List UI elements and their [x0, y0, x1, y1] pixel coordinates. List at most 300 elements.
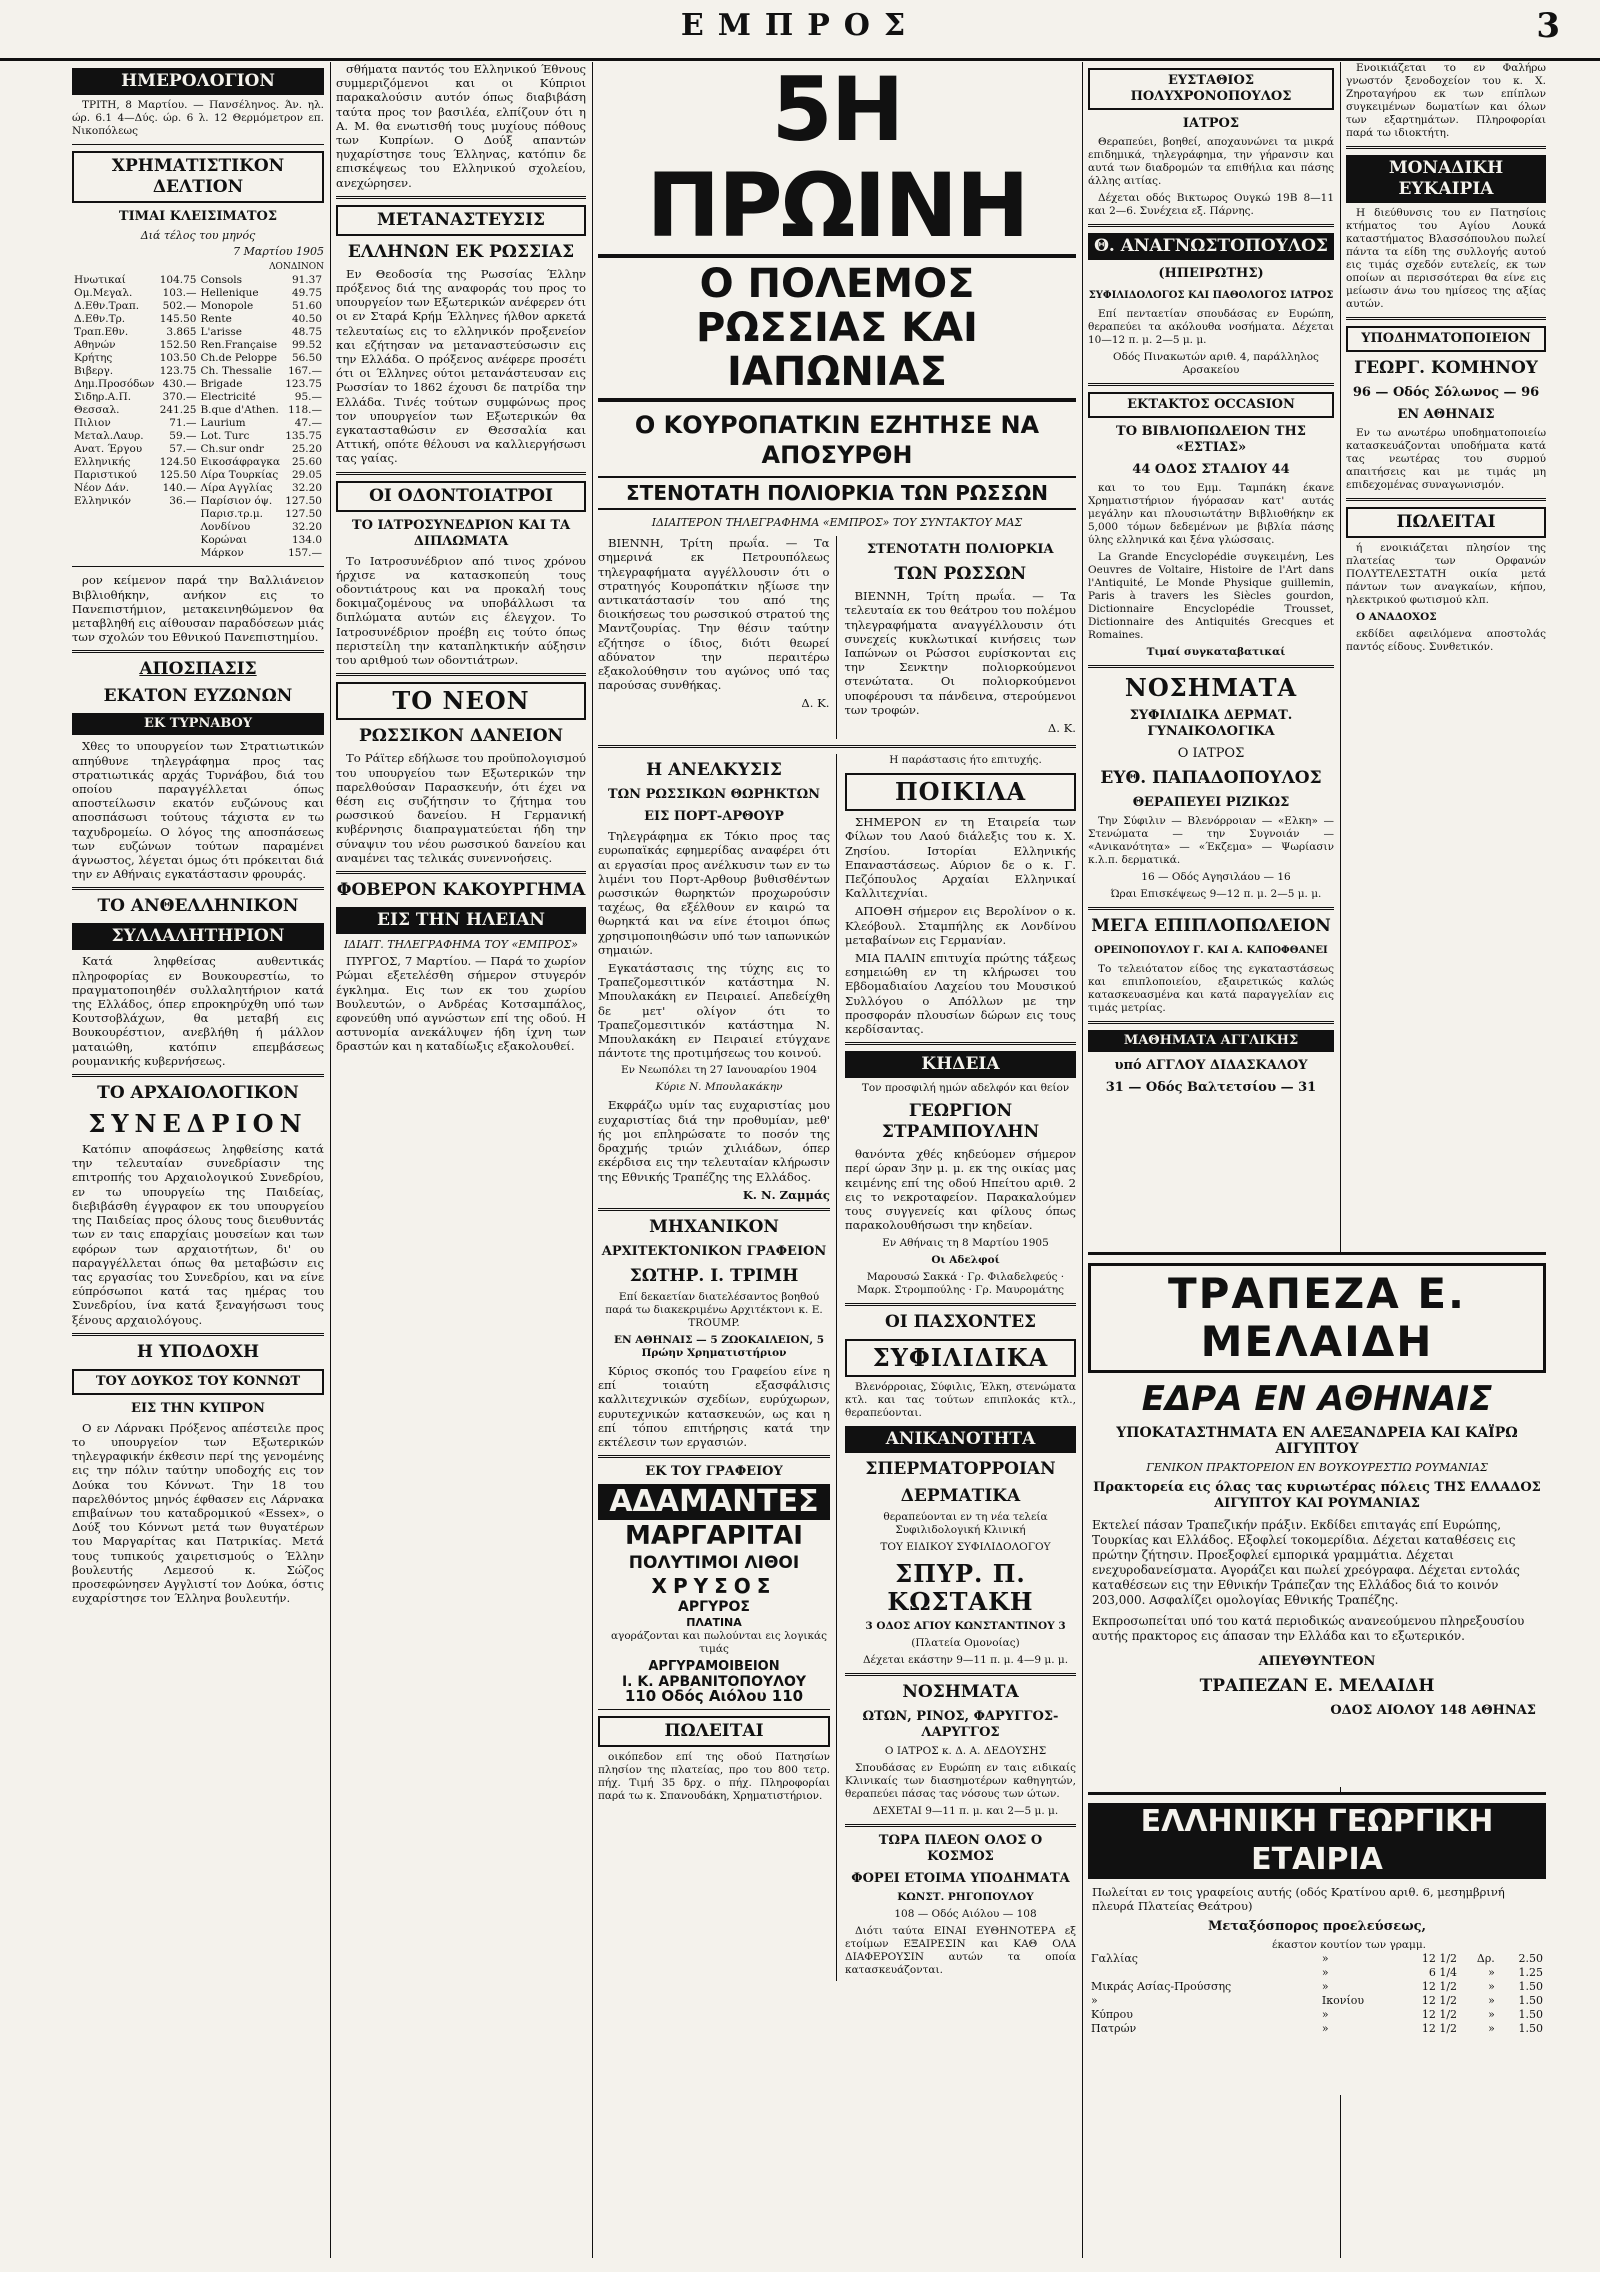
- ad-text: Διότι ταύτα ΕΙΝΑΙ ΕΥΘΗΝΟΤΕΡΑ εξ ετοίμων ΕΞΑΙΡΕΣΙΝ και ΚΑΘ ΟΛΑ ΔΙΑΦΕΡΟΥΣΙΝ αυτών τα οποία κατασκευάζονται.: [845, 1924, 1076, 1976]
- ad-heading: ΣΩΤΗΡ. Ι. ΤΡΙΜΗ: [629, 1265, 799, 1286]
- table-cell: Νέον Δάν.: [74, 482, 130, 495]
- letter-date: Εν Νεωπόλει τη 27 Ιανουαρίου 1904: [621, 1064, 817, 1077]
- ad-address: ΕΝ ΑΘΗΝΑΙΣ — 5 ΖΩΟΚΑΙΛΕΙΟΝ, 5 Πρώην Χρηματιστήριον: [613, 1333, 825, 1359]
- table-row: [72, 482, 324, 495]
- table-cell: Ελληνικής: [74, 456, 131, 469]
- page-number: 3: [1536, 6, 1560, 46]
- table-cell: Λίρα Αγγλίας: [200, 482, 273, 495]
- table-row: [72, 456, 324, 469]
- table-cell: 25.60: [291, 456, 322, 469]
- ad-owner: Ι. Κ. ΑΡΒΑΝΙΤΟΠΟΥΛΟΥ: [621, 1673, 807, 1690]
- ad-text: οικόπεδον επί της οδού Πατησίων πλησίον της πλατείας, προ του 800 τετρ. πήχ. Τιμή 35 δρχ. ο πήχ. Πληροφορίαι παρά τω κ. Σπανουδάκη, Χρηματιστήριον.: [598, 1750, 830, 1802]
- column-2: [336, 62, 586, 2258]
- table-cell: 123.75: [159, 365, 197, 378]
- funeral-signature: Οι Αδελφοί: [931, 1253, 1000, 1266]
- table-cell: Δημ.Προσόδων: [74, 378, 155, 391]
- ad-address: 108 — Οδός Αιόλου — 108: [894, 1907, 1037, 1920]
- table-cell: Ren.Française: [200, 339, 278, 352]
- table-cell: 51.60: [291, 300, 322, 313]
- newspaper-title: ΕΜΠΡΟΣ: [680, 8, 920, 43]
- table-cell: [72, 508, 157, 521]
- article-heading: ΕΙΣ ΤΗΝ ΗΛΕΙΑΝ: [336, 907, 586, 934]
- ad-text: αγοράζονται και πωλούνται εις λογικάς τιμάς: [610, 1630, 828, 1656]
- table-cell: Κρήτης: [74, 352, 113, 365]
- table-cell: Πιλιον: [74, 417, 111, 430]
- article-text: ΜΙΑ ΠΑΛΙΝ επιτυχία πρώτης τάξεως εσημειώθη εν τη κλήρωσει του Εβδομαδιαίου Λαχείου του Μουσικού Συλλόγου ο Απόλλων με την προσφοράν πλουσίων δώρων εις τους κερδίσαντας.: [845, 951, 1076, 1037]
- ad-address: 96 — Οδός Σόλωνος — 96: [1352, 385, 1540, 400]
- article-text: Η παράστασις ήτο επιτυχής.: [889, 754, 1042, 767]
- table-row: [1088, 1966, 1546, 1980]
- bank-title: ΤΡΑΠΕΖΑ Ε. ΜΕΛΑΙΔΗ: [1088, 1263, 1546, 1373]
- table-cell: Hellenique: [200, 287, 259, 300]
- ad-heading: ΝΟΣΗΜΑΤΑ: [1124, 673, 1298, 702]
- ad-text: Κύριος σκοπός του Γραφείου είνε η επί τοιαύτη εξασφάλισις καλλιτεχνικών σχεδίων, ευρύχωρων, ευρυτεχνικών κατασκευών, ως και η επί τόπου επιτήρησις κατά την εκτέλεσιν των εργασιών.: [598, 1363, 830, 1449]
- table-row: [72, 313, 324, 326]
- market-city-london: ΛΟΝΔΙΝΟΝ: [269, 262, 324, 273]
- bank-outro: Εκπροσωπείται υπό του κατά περιοδικώς ανανεούμενου πληρεξουσίου αυτής πρακτορος εις άπασαν την Ελλάδα και το εξωτερικόν.: [1092, 1614, 1525, 1643]
- ad-text: Εν τω ανωτέρω υποδηματοποιείω κατασκευάζονται υποδήματα κατά τας νεωτέρας του συρμού απαιτήσεις και με τιμάς μη επιδεχομένας συναγωνισμόν.: [1346, 427, 1546, 491]
- table-cell: 370.—: [162, 391, 197, 404]
- table-cell: 48.75: [291, 326, 322, 339]
- market-date: 7 Μαρτίου 1905: [233, 245, 324, 259]
- table-cell: Λίρα Τουρκίας: [200, 469, 279, 482]
- table-row: [72, 534, 324, 547]
- market-table: [72, 274, 324, 560]
- ad-diamonds: ΑΔΑΜΑΝΤΕΣ: [598, 1484, 830, 1520]
- ad-text: εκδίδει αφειλόμενα αποστολάς παντός είδους. Συνθετικόν.: [1346, 628, 1546, 653]
- ad-owner: ΓΕΩΡΓ. ΚΟΜΗΝΟΥ: [1354, 358, 1538, 378]
- bank-branches: ΥΠΟΚΑΤΑΣΤΗΜΑΤΑ ΕΝ ΑΛΕΞΑΝΔΡΕΙΑ ΚΑΙ ΚΑΪΡΩ ΑΙΓΥΠΤΟΥ: [1116, 1425, 1518, 1457]
- ad-shop: ΑΡΓΥΡΑΜΟΙΒΕΙΟΝ: [648, 1659, 780, 1675]
- ad-heading: ΟΙ ΠΑΣΧΟΝΤΕΣ: [884, 1311, 1037, 1332]
- table-cell: Ηνωτικαί: [74, 274, 126, 287]
- table-row: [72, 300, 324, 313]
- ad-doctor-name: Ο ΙΑΤΡΟΣ κ. Δ. Α. ΔΕΔΟΥΣΗΣ: [884, 1744, 1047, 1757]
- table-row: [72, 495, 324, 508]
- table-cell: Μεταλ.Λαυρ.: [74, 430, 144, 443]
- article-signature: Δ. Κ.: [1047, 721, 1076, 736]
- ad-heading: ΑΝΙΚΑΝΟΤΗΤΑ: [845, 1426, 1076, 1453]
- table-row: [72, 339, 324, 352]
- article-heading: ΕΛΛΗΝΩΝ ΕΚ ΡΩΣΣΙΑΣ: [347, 241, 575, 262]
- article-heading: ΤΟ ΙΑΤΡΟΣΥΝΕΔΡΙΟΝ ΚΑΙ ΤΑ ΔΙΠΛΩΜΑΤΑ: [351, 517, 571, 549]
- bank-contact: ΤΡΑΠΕΖΑΝ Ε. ΜΕΛΑΙΔΗ: [1199, 1676, 1435, 1696]
- table-cell: Brigade: [200, 378, 243, 391]
- table-cell: [72, 521, 157, 534]
- table-row: [72, 365, 324, 378]
- table-cell: 127.50: [285, 508, 322, 521]
- table-cell: Rente: [200, 313, 232, 326]
- table-cell: Μάρκον: [200, 547, 244, 560]
- article-heading: ΤΟ ΑΝΘΕΛΛΗΝΙΚΟΝ: [97, 896, 299, 917]
- ad-heading: ΜΕΓΑ ΕΠΙΠΛΟΠΩΛΕΙΟΝ: [1091, 916, 1331, 936]
- table-row: [72, 430, 324, 443]
- table-cell: »: [1321, 1980, 1329, 1993]
- table-cell: »: [1488, 1994, 1495, 2007]
- ad-hours: ΔΕΧΕΤΑΙ 9—11 π. μ. και 2—5 μ. μ.: [872, 1804, 1059, 1817]
- table-cell: Δ.Εθν.Τρ.: [74, 313, 126, 326]
- table-cell: 157.—: [288, 547, 322, 560]
- table-cell: Παριστικού: [74, 469, 137, 482]
- ad-hours: Δέχεται εκάστην 9—11 π. μ. 4—9 μ. μ.: [862, 1653, 1069, 1666]
- table-cell: Κορώναι: [200, 534, 247, 547]
- ad-address: Οδός Πινακωτών αριθ. 4, παράλληλος Αρσακείου: [1113, 351, 1319, 376]
- ad-text: Τιμαί συγκαταβατικαί: [1146, 646, 1286, 658]
- table-cell: L'arisse: [200, 326, 242, 339]
- ad-heading: (ΗΠΕΙΡΩΤΗΣ): [1158, 266, 1264, 281]
- article-heading: ΜΕΤΑΝΑΣΤΕΥΣΙΣ: [336, 205, 586, 236]
- column-rule: [1082, 62, 1083, 2258]
- article-text: Τηλεγράφημα εκ Τόκιο προς τας ευρωπαϊκάς εφημερίδας αναφέρει ότι αι εργασίαι προς ανέλκυσιν των εν τω λιμένι του Πορτ-Αρθουρ βυθισθέντων ρωσσικών θωρηκτών προχωρούσιν ταχέως, θα εξέλθουν εν καιρώ τα θωρηκτά και να είνε έτοιμοι όπως χρησιμοποιηθώσιν υπό των ιαπωνικών σημαιών.: [598, 829, 830, 957]
- table-cell: 127.50: [285, 495, 322, 508]
- ad-text: Η διεύθυνσις του εν Πατησίοις κτήματος του Αγίου Λουκά καταστήματος Βλασσόπουλου πωλεί πάντα τα είδη της συλλογής αυτού εις τιμάς σχεδόν ευτελείς, εκ των οποίων αι περισσότεραι θα είνε εις μείωσιν άνω του ημίσεος της αξίας αυτών.: [1346, 207, 1546, 310]
- table-cell: 1.50: [1518, 1980, 1543, 1993]
- table-cell: 104.75: [159, 274, 197, 287]
- ad-stones: ΠΟΛΥΤΙΜΟΙ ΛΙΘΟΙ: [628, 1553, 800, 1574]
- article-text: Εκφράζω υμίν τας ευχαριστίας μου ευχαριστίας διά την προθυμίαν, μεθ' ής μοι επληρώσατε το ποσόν της δραχμής τριών χιλιάδων, όπερ εκέρδισα εις την τελευταίαν κλήρωσιν της Εθνικής Τραπέζης της Ελλάδος.: [598, 1098, 830, 1184]
- ad-heading: ΜΟΝΑΔΙΚΗ ΕΥΚΑΙΡΙΑ: [1346, 155, 1546, 203]
- ad-owner: ΚΩΝΣΤ. ΡΗΓΟΠΟΥΛΟΥ: [897, 1890, 1034, 1903]
- table-cell: Βιβεργ.: [74, 365, 114, 378]
- ad-text: Επί πενταετίαν σπουδάσας εν Ευρώπη, θεραπεύει τα ακόλουθα νοσήματα. Δέχεται 10—12 π. μ. 2—5 μ. μ.: [1088, 308, 1334, 346]
- table-cell: [157, 534, 198, 547]
- ad-heading: Ο ΑΝΑΔΟΧΟΣ: [1356, 611, 1437, 623]
- ad-address: 44 ΟΔΟΣ ΣΤΑΔΙΟΥ 44: [1132, 462, 1290, 477]
- market-subheading-2: Διά τέλος του μηνός: [140, 229, 256, 242]
- ad-address: Δέχεται οδός Βικτωρος Ουγκώ 19Β 8—11 και 2—6. Συνέχεια εξ. Πάρνης.: [1088, 192, 1334, 217]
- table-cell: Ch.de Peloppe: [200, 352, 278, 365]
- table-cell: »: [1488, 2022, 1495, 2035]
- table-cell: 12 1/2: [1421, 2022, 1458, 2035]
- table-cell: 29.05: [291, 469, 322, 482]
- article-text: Κατά ληφθείσας αυθεντικάς πληροφορίας εν Βουκουρεστίω, το πραγματοποιηθέν συλλαλητήριον κατά της Ελλάδος, όπερ επροκηρύχθη υπό των Κουτσοβλάχων, θα μεταβή εις Βουκουρέστιον, ανεβλήθη ή μάλλον ματαιώθη, κατόπιν επεμβάσεως ρουμανικής κυβερνήσεως.: [72, 954, 324, 1068]
- table-cell: Σιδηρ.Α.Π.: [74, 391, 132, 404]
- article-text: ΑΠΟΘΗ σήμερον εις Βερολίνον ο κ. Κλεόβουλ. Σταμπήλης εκ Λονδίνου μεταβαίνων εις Γερμανίαν.: [845, 904, 1076, 947]
- article-heading: ΕΚΑΤΟΝ ΕΥΖΩΝΩΝ: [103, 686, 293, 707]
- table-cell: »: [1488, 2008, 1495, 2021]
- table-row: [1088, 2022, 1546, 2036]
- article-text: ρον κείμενον παρά την Βαλλιάνειον Βιβλιοθήκην, ανήκον εις το Πανεπιστήμιον, μετακεινηθώμενον θα μεταβληθή εις αίθουσαν παραδόσεων μιάς των σχολών του Εθνικού Πανεπιστημίου.: [72, 573, 324, 645]
- ad-heading: ΙΑΤΡΟΣ: [1182, 116, 1240, 131]
- table-cell: Ch. Thessalie: [200, 365, 272, 378]
- article-text: σθήματα παντός του Ελληνικού Έθνους συμμεριζόμενοι και οι Κύπριοι παρακαλούσιν αυτόν όπως διαβιβάση ταύτα προς τον βασιλέα, ελπίζουν ότι η Α. Μ. θα ενωτισθή τους μυχίους πόθους των Κυπρίων. Ο Δούξ απαντών ηυχαρίστησε τους Έλληνας, κατόπιν δε επισκέψεως του Ελληνικού σχολείου, ανεχώρησεν.: [336, 62, 586, 190]
- georgiki-table: [1088, 1952, 1546, 2036]
- ad-text: υπό ΑΓΓΛΟΥ ΔΙΔΑΣΚΑΛΟΥ: [1114, 1058, 1308, 1073]
- section-heading: ΠΟΙΚΙΛΑ: [845, 773, 1076, 811]
- article-heading: ΤΟ ΑΡΧΑΙΟΛΟΓΙΚΟΝ: [97, 1083, 299, 1104]
- column-rule: [330, 62, 331, 2258]
- table-cell: Λονδίνου: [200, 521, 251, 534]
- table-cell: Μικράς Ασίας-Προύσσης: [1091, 1980, 1232, 1993]
- article-heading: ΕΙΣ ΤΗΝ ΚΥΠΡΟΝ: [131, 1400, 265, 1416]
- ad-heading: ΣΥΦΙΛΙΔΙΚΑ ΔΕΡΜΑΤ. ΓΥΝΑΙΚΟΛΟΓΙΚΑ: [1129, 708, 1293, 739]
- bank-text: Εκτελεί πάσαν Τραπεζικήν πράξιν. Εκδίδει επιταγάς επί Ευρώπης, Τουρκίας και Ελλάδος. Εξοφλεί τοκομερίδια. Δέχεται καταθέσεις εις πρώτην ζήτησιν. Προεξοφλεί εμπορικά γραμμάτια. Δέχεται ενεχυροδανείσματα. Αγοράζει και πωλεί χρεόγραφα. Δέχεται εντολάς καταθέσεων εις την Εθνικήν Τράπεζαν της Ελλάδος διά το κοινόν 203,000. Ασφαλίζει ομολογίας Εθνικής Τραπέζης.: [1092, 1518, 1520, 1607]
- article-heading: Η ΑΝΕΛΚΥΣΙΣ: [646, 760, 782, 781]
- article-heading: ΣΥΝΕΔΡΙΟΝ: [88, 1109, 308, 1139]
- ad-text: Βλενόρροιας, Σύφιλις, Έλκη, στενώματα κτλ. και τας τούτων επιπλοκάς κτλ., θεραπεύονται.: [845, 1380, 1076, 1419]
- bank-subtitle: ΕΔΡΑ ΕΝ ΑΘΗΝΑΙΣ: [1141, 1379, 1493, 1419]
- section-heading: ΕΚ ΤΟΥ ΓΡΑΦΕΙΟΥ: [645, 1464, 783, 1480]
- table-cell: 99.52: [291, 339, 322, 352]
- table-cell: Ch.sur ondr: [200, 443, 264, 456]
- table-cell: 1.50: [1518, 1994, 1543, 2007]
- ad-heading: ΕΥΣΤΑΘΙΟΣ ΠΟΛΥΧΡΟΝΟΠΟΥΛΟΣ: [1088, 68, 1334, 110]
- table-cell: Εικοσάφραγκα: [200, 456, 280, 469]
- ad-heading: Θ. ΑΝΑΓΝΩΣΤΟΠΟΥΛΟΣ: [1088, 233, 1334, 260]
- table-cell: Κύπρου: [1091, 2008, 1133, 2021]
- table-cell: 167.—: [288, 365, 322, 378]
- article-text: Το Ράϊτερ εδήλωσε του προϋπολογισμού του υπουργείου των Εξωτερικών την παρελθούσαν Παρασκευήν, ότι έχει να θέση εις συζήτησιν το ζήτημα του ρωσσικού δανείου. Η Γερμανική κυβέρνησις διαπραγματεύεται ήδη την σύναψιν του νέου ρωσσικού δανείου και αναμένει τας τελικάς συνεννοήσεις.: [336, 751, 586, 865]
- article-text: Εν Θεοδοσία της Ρωσσίας Έλλην πρόξενος διά της αναφοράς του προς το υπουργείον των Εξωτερικών ανέφερεν ότι οι εν Σταρά Κρήμ Έλληνες ήλθον αρκετά τελευταίως εις το ελληνικόν προξενείον και εζήτησαν να μεταναστεύσωσιν εις την Ελλάδα. Ο πρόξενος ανέφερε προσέτι ότι οι Έλληνες ούτοι μετανάστευσαν εις Ρωσσίαν το 1862 έχουσι δε πατρίδα την Ελλάδα. Τινές τούτων συμφώνως προς τον υπουργείον των Εξωτερικών θα εγκατασταθώσιν εν Θεσσαλία και Αττική, οπότε θέλουσι να καλλιεργήσωσι τας γαίας.: [336, 266, 586, 466]
- masthead: [0, 0, 1600, 61]
- ad-heading: ΠΩΛΕΙΤΑΙ: [1346, 507, 1546, 538]
- table-cell: 36.—: [169, 495, 197, 508]
- article-heading: ΤΩΝ ΡΩΣΣΩΝ: [894, 564, 1027, 585]
- funeral-text: Τον προσφιλή ημών αδελφόν και θείον: [861, 1082, 1070, 1095]
- ad-heading: ΔΕΡΜΑΤΙΚΑ: [900, 1485, 1021, 1506]
- table-cell: »: [1091, 1994, 1098, 2007]
- ad-heading: ΠΩΛΕΙΤΑΙ: [598, 1716, 830, 1747]
- article-text: ΠΥΡΓΟΣ, 7 Μαρτίου. — Παρά το χωρίον Ρώμαι εξετελέσθη σήμερον στυγερόν έγκλημα. Εις των εκ του χωρίου Βουλευτών, ο Ανδρέας Κοτσαμπάλος, εφονεύθη υπό αγνώστων επί της οδού. Η αστυνομία ανεκάλυψεν ήδη ίχνη των δραστών και η καταδίωξις εξακολουθεί.: [336, 954, 586, 1054]
- article-heading: ΕΙΣ ΠΟΡΤ-ΑΡΘΟΥΡ: [644, 809, 784, 825]
- table-cell: [1088, 1966, 1319, 1980]
- table-cell: [72, 547, 157, 560]
- section-heading: ΚΗΔΕΙΑ: [845, 1051, 1076, 1078]
- article-text: ΒΙΕΝΝΗ, Τρίτη πρωΐα. — Τα σημερινά εκ Πετρουπόλεως τηλεγραφήματα αγγέλλουσιν ότι ο στρατηγός Κουροπάτκιν ηξίωσε την αντικατάστασίν του από της διοικήσεως του ρωσσικού στρατού της Μαντζουρίας. Την θέσιν ταύτην εζήτησε ο ίδιος, διότι θεωρεί αδύνατον την περαιτέρω εξακολούθησιν του αγώνος υπό τας παρούσας συνθήκας.: [598, 536, 830, 693]
- ad-address: 16 — Οδός Αγησιλάου — 16: [1141, 871, 1291, 883]
- table-cell: Monopole: [200, 300, 254, 313]
- georgiki-intro: Πωλείται εν τοις γραφείοις αυτής (οδός Κρατίνου αριθ. 6, μεσημβρινή πλευρά Πλατείας Θεάτρου): [1092, 1885, 1505, 1913]
- funeral-name: ΓΕΩΡΓΙΟΝ ΣΤΡΑΜΠΟΥΛΗΝ: [881, 1101, 1040, 1143]
- article-text: Ο εν Λάρνακι Πρόξενος απέστειλε προς το υπουργείον των Εξωτερικών τηλεγραφικήν έκθεσιν περί της γενομένης εις την πόλιν ταύτην υποδοχής εις τον Δούκα του Κόννωτ. Την 18 του παρελθόντος μηνός έφθασεν εις Λάρνακα επιβαίνων του καταδρομικού «Essex», ο Δούξ του Κόννωτ μετά των θυγατέρων του Μαργαρίτας και Πατρικίας. Μετά τους τυπικούς χαιρετισμούς ο Έλλην βουλευτής Λεμεσού κ. Σώζος προσεφώνησεν Αγγλιστί τον Δούκα, όστις ευχαρίστησε τον Έλληνα βουλευτήν.: [72, 1420, 324, 1606]
- funeral-names: Μαρουσώ Σακκά · Γρ. Φιλαδελφεύς · Μαρκ. Στρομπούλης · Γρ. Μαυρομάτης: [857, 1270, 1065, 1296]
- ad-address: (Πλατεία Ομονοίας): [911, 1636, 1020, 1649]
- bank-address: ΟΔΟΣ ΑΙΟΛΟΥ 148 ΑΘΗΝΑΣ: [1330, 1703, 1536, 1718]
- table-cell: [157, 521, 198, 534]
- edition-banner: 5Η ΠΡΩΙΝΗ: [646, 62, 1028, 257]
- table-cell: Θεσσαλ.: [74, 404, 120, 417]
- table-row: [72, 352, 324, 365]
- table-cell: 40.50: [291, 313, 322, 326]
- ad-doctor-name: ΕΥΘ. ΠΑΠΑΔΟΠΟΥΛΟΣ: [1100, 768, 1322, 788]
- ad-heading: Ο ΙΑΤΡΟΣ: [1177, 746, 1245, 761]
- table-cell: 145.50: [159, 313, 197, 326]
- table-cell: [157, 508, 198, 521]
- table-cell: 12 1/2: [1421, 1980, 1458, 1993]
- table-cell: 1.25: [1518, 1966, 1543, 1979]
- ad-heading: ΩΤΩΝ, ΡΙΝΟΣ, ΦΑΡΥΓΓΟΣ-ΛΑΡΥΓΓΟΣ: [862, 1708, 1059, 1740]
- war-subheadline: Ο ΚΟΥΡΟΠΑΤΚΙΝ ΕΖΗΤΗΣΕ ΝΑ ΑΠΟΣΥΡΘΗ: [634, 411, 1040, 469]
- georgiki-title: ΕΛΛΗΝΙΚΗ ΓΕΩΡΓΙΚΗ ΕΤΑΙΡΙΑ: [1088, 1803, 1546, 1879]
- table-cell: Παρίσιον όψ.: [200, 495, 273, 508]
- calendar-text: ΤΡΙΤΗ, 8 Μαρτίου. — Πανσέληνος. Άν. ηλ. ώρ. 6.1 4—Δύς. ώρ. 6 λ. 12 Θερμόμετρον επ. Νικοπόλεως: [72, 99, 324, 137]
- table-cell: Ομ.Μεγαλ.: [74, 287, 133, 300]
- war-headline: Ο ΠΟΛΕΜΟΣ ΡΩΣΣΙΑΣ ΚΑΙ ΙΑΠΩΝΙΑΣ: [598, 254, 1076, 402]
- table-cell: 1.50: [1518, 2008, 1543, 2021]
- ad-heading: ΣΥΦΙΛΙΔΙΚΑ: [845, 1339, 1076, 1377]
- article-signature: Δ. Κ.: [801, 696, 830, 711]
- table-cell: »: [1488, 1980, 1495, 1993]
- market-subheading: ΤΙΜΑΙ ΚΛΕΙΣΙΜΑΤΟΣ: [118, 209, 278, 224]
- table-row: [1088, 2008, 1546, 2022]
- table-cell: 71.—: [169, 417, 197, 430]
- ad-heading: ΣΥΦΙΛΙΔΟΛΟΓΟΣ ΚΑΙ ΠΑΘΟΛΟΓΟΣ ΙΑΤΡΟΣ: [1088, 290, 1334, 301]
- table-cell: »: [1488, 1966, 1495, 1979]
- table-cell: 123.75: [285, 378, 322, 391]
- table-cell: 134.0: [291, 534, 322, 547]
- ad-text: La Grande Encyclopédie συγκειμένη, Les Oeuvres de Voltaire, Histoire de l'Art dans l'Antiquité, Le Monde Physique guillemin, Paris à travers les Siècles gourdon, Dictionnaire Encyclopédie Trousset, Dictionnaire des Antiquités Grecques et Romaines.: [1088, 551, 1334, 641]
- ad-heading: ΣΠΕΡΜΑΤΟΡΡΟΙΑΝ: [865, 1458, 1056, 1479]
- war-subheadline-2: ΣΤΕΝΟΤΑΤΗ ΠΟΛΙΟΡΚΙΑ ΤΩΝ ΡΩΣΣΩΝ: [598, 476, 1076, 510]
- ad-heading: ΟΡΕΙΝΟΠΟΥΛΟΥ Γ. ΚΑΙ Α. ΚΑΠΟΦΘΑΝΕΙ: [1094, 945, 1328, 956]
- ad-heading: ΥΠΟΔΗΜΑΤΟΠΟΙΕΙΟΝ: [1346, 326, 1546, 352]
- article-text: ΣΗΜΕΡΟΝ εν τη Εταιρεία των Φίλων του Λαού διάλεξις του κ. Χ. Ζησίου. Ιστορίαι Ελληνικής Επαναστάσεως. Αύριον δε ο κ. Γ. Πεζόπουλος Αρχαίαι Ελληνικαί Καλλιτεχνίαι.: [845, 815, 1076, 901]
- table-cell: 57.—: [169, 443, 197, 456]
- table-row: [72, 443, 324, 456]
- ad-heading: ΘΕΡΑΠΕΥΕΙ ΡΙΖΙΚΩΣ: [1132, 795, 1290, 810]
- table-cell: 135.75: [285, 430, 322, 443]
- table-cell: 3.865: [166, 326, 197, 339]
- column-1: [72, 62, 324, 2258]
- ad-silver: ΑΡΓΥΡΟΣ: [678, 1599, 750, 1616]
- table-row: [72, 378, 324, 391]
- table-cell: Ικονίου: [1321, 1994, 1365, 2007]
- article-heading: ΑΠΟΣΠΑΣΙΣ: [139, 659, 257, 680]
- article-text: Κατόπιν αποφάσεως ληφθείσης κατά την τελευταίαν συνεδρίασιν της επιτροπής του Αρχαιολογικού Συνεδρίου, εν τω υπουργείω της Παιδείας, διεβιβάσθη έγγραφον εκ του υπουργείου της Παιδείας προς όλους τους διευθυντάς των εν ταις επαρχίαις μουσείων και των εφόρων των αρχαιοτήτων, δι' ου παραγγέλλεται όπως θα μεταβώσιν εις τας εργασίας του Συνεδρίου, και να είνε εύπρόσωποι κατά τας ημέρας του Συνεδρίου, ίνα κατά ξεναγήσωσι τους ξένους αρχαιολόγους.: [72, 1142, 324, 1327]
- table-cell: [72, 534, 157, 547]
- table-row: [72, 404, 324, 417]
- table-cell: Electricité: [200, 391, 256, 404]
- article-heading: ΟΙ ΟΔΟΝΤΟΙΑΤΡΟΙ: [336, 481, 586, 512]
- georgiki-ad: [1088, 1792, 1546, 2095]
- table-cell: Laurium: [200, 417, 246, 430]
- column-rule: [592, 62, 593, 2258]
- table-cell: 56.50: [291, 352, 322, 365]
- calendar-heading: ΗΜΕΡΟΛΟΓΙΟΝ: [72, 68, 324, 95]
- table-row: [72, 274, 324, 287]
- article-heading: ΣΥΛΛΑΛΗΤΗΡΙΟΝ: [72, 923, 324, 950]
- ad-address: 110 Οδός Αιόλου 110: [624, 1686, 804, 1705]
- table-cell: 12 1/2: [1421, 1994, 1458, 2007]
- funeral-date: Εν Αθήναις τη 8 Μαρτίου 1905: [882, 1236, 1049, 1249]
- article-text: Χθες το υπουργείον των Στρατιωτικών απηύθυνε τηλεγράφημα προς τας στρατιωτικάς αρχάς Τυρνάβου, διά του οποίου παραγγέλλεται όπως αποστείλωσιν εκατόν ευζώνους και αποσπάσωσι τούτους τάχιστα εν τω ταχυδρομείω. Ο λόγος της αποσπάσεως των ευζώνων τούτων παραμένει άγνωστος, λέγεται όμως ότι πρόκειται διά την εν Αθήναις εγκατάστασιν φρουράς.: [72, 739, 324, 882]
- ad-address: ΕΝ ΑΘΗΝΑΙΣ: [1397, 407, 1495, 422]
- table-row: [72, 417, 324, 430]
- table-cell: 12 1/2: [1421, 2008, 1458, 2021]
- ad-hours: Ώραι Επισκέψεως 9—12 π. μ. 2—5 μ. μ.: [1110, 888, 1322, 900]
- letter-addressee: Κύριε Ν. Μπουλακάκην: [655, 1081, 783, 1094]
- table-cell: Τραπ.Εθν.: [74, 326, 129, 339]
- ad-text: Επί δεκαετίαν διατελέσαντος βοηθού παρά τω διακεκριμένω Αρχιτέκτονι κ. Ε. TROUMP.: [605, 1290, 823, 1329]
- ad-gold: ΧΡΥΣΟΣ: [651, 1574, 777, 1599]
- article-heading: ΕΚ ΤΥΡΝΑΒΟΥ: [72, 713, 324, 735]
- table-row: [72, 469, 324, 482]
- table-cell: 49.75: [291, 287, 322, 300]
- ad-heading: ΤΟ ΒΙΒΛΙΟΠΩΛΕΙΟΝ ΤΗΣ «ΕΣΤΙΑΣ»: [1116, 424, 1306, 455]
- ad-pearls: ΜΑΡΓΑΡΙΤΑΙ: [624, 1521, 803, 1552]
- article-heading: Η ΥΠΟΔΟΧΗ: [136, 1341, 260, 1362]
- table-cell: B.que d'Athen.: [200, 404, 279, 417]
- table-cell: Πατρών: [1091, 2022, 1137, 2035]
- table-cell: 241.25: [159, 404, 197, 417]
- ad-text: Ενοικιάζεται το εν Φαλήρω γνωστόν ξενοδοχείον του κ. Χ. Ζηροταγήρου εκ των επίπλων συγκειμένων δωματίων και όλων των εξαρτημάτων. Πληροφορίαι παρά τω ιδιοκτήτη.: [1346, 62, 1546, 139]
- ad-text: ή ενοικιάζεται πλησίον της πλατείας των Ορφανών ΠΟΛΥΤΕΛΕΣΤΑΤΗ οικία μετά πάντων των αναγκαίων, κήπου, ηλεκτρικού φωτισμού κλπ.: [1346, 542, 1546, 606]
- table-cell: 32.20: [291, 521, 322, 534]
- article-heading: ΤΟ ΝΕΟΝ: [336, 682, 586, 720]
- table-cell: 430.—: [162, 378, 197, 391]
- table-cell: 6 1/4: [1428, 1966, 1458, 1979]
- table-cell: Consols: [200, 274, 243, 287]
- ad-heading: ΦΟΡΕΙ ΕΤΟΙΜΑ ΥΠΟΔΗΜΑΤΑ: [851, 1870, 1070, 1886]
- ad-heading: ΑΡΧΙΤΕΚΤΟΝΙΚΟΝ ΓΡΑΦΕΙΟΝ: [601, 1243, 827, 1259]
- table-row: [72, 326, 324, 339]
- bank-contact-label: ΑΠΕΥΘΥΝΤΕΟΝ: [1258, 1654, 1376, 1669]
- ad-heading: ΜΗΧΑΝΙΚΟΝ: [649, 1216, 779, 1237]
- article-heading: ΤΟΥ ΔΟΥΚΟΣ ΤΟΥ ΚΟΝΝΩΤ: [72, 1369, 324, 1395]
- table-cell: Παρισ.τρ.μ.: [200, 508, 263, 521]
- georgiki-subheading: Μεταξόσπορος προελεύσεως,: [1207, 1919, 1427, 1934]
- table-cell: »: [1321, 2022, 1329, 2035]
- table-cell: 124.50: [159, 456, 197, 469]
- table-cell: 118.—: [288, 404, 322, 417]
- table-cell: 125.50: [159, 469, 197, 482]
- ad-text: Το τελειότατον είδος της εγκαταστάσεως και επιπλοποιείου, εξαιρετικώς καλώς κατασκευασμένα και κατά παραγγελίαν εις τιμάς μετρίας.: [1088, 963, 1334, 1014]
- ad-heading: ΝΟΣΗΜΑΤΑ: [902, 1681, 1019, 1702]
- column-3: [598, 62, 1076, 2258]
- article-heading: ΣΤΕΝΟΤΑΤΗ ΠΟΛΙΟΡΚΙΑ: [866, 542, 1054, 558]
- ad-text: και το του Εμμ. Ταμπάκη έκανε Χρηματιστήριον ήγόρασαν κατ' αυτάς μεγάλην και πλουσιωτάτην Βιβλιοθήκην εκ 5,000 τόμων δεδεμένων με βιβλία πάσης ύλης ελληνικά και ξένα γλώσσαις.: [1088, 482, 1334, 546]
- table-row: [72, 287, 324, 300]
- ad-text: ΤΟΥ ΕΙΔΙΚΟΥ ΣΥΦΙΛΙΔΟΛΟΓΟΥ: [880, 1540, 1051, 1553]
- ad-text: θεραπεύονται εν τη νέα τελεία Συφιλιδολογική Κλινική: [883, 1510, 1048, 1536]
- table-cell: 91.37: [291, 274, 322, 287]
- table-cell: Ανατ. Έργου: [74, 443, 143, 456]
- table-row: [1088, 1994, 1546, 2008]
- table-row: [1088, 1952, 1546, 1966]
- table-cell: 103.50: [159, 352, 197, 365]
- table-cell: 32.20: [291, 482, 322, 495]
- ad-doctor-name: ΣΠΥΡ. Π. ΚΩΣΤΑΚΗ: [887, 1558, 1034, 1616]
- bank-romania: ΓΕΝΙΚΟΝ ΠΡΑΚΤΟΡΕΙΟΝ ΕΝ ΒΟΥΚΟΥΡΕΣΤΙΩ ΡΟΥΜΑΝΙΑΣ: [1146, 1461, 1488, 1474]
- table-cell: 103.—: [162, 287, 197, 300]
- ad-platinum: ΠΛΑΤΙΝΑ: [686, 1616, 742, 1630]
- table-cell: 47.—: [294, 417, 322, 430]
- table-cell: 12 1/2: [1421, 1952, 1458, 1965]
- ad-text: Σπουδάσας εν Ευρώπη εν ταις ειδικαίς Κλινικαίς των διασημοτέρων καθηγητών, θεραπεύει πάσας τας νόσους των ώτων.: [845, 1761, 1076, 1800]
- table-cell: Δρ.: [1476, 1952, 1495, 1965]
- table-cell: Lot. Turc: [200, 430, 250, 443]
- table-cell: »: [1321, 2008, 1329, 2021]
- war-telegram-note: ΙΔΙΑΙΤΕΡΟΝ ΤΗΛΕΓΡΑΦΗΜΑ «ΕΜΠΡΟΣ» ΤΟΥ ΣΥΝΤΑΚΤΟΥ ΜΑΣ: [651, 516, 1023, 529]
- ad-heading: ΤΩΡΑ ΠΛΕΟΝ ΟΛΟΣ Ο ΚΟΣΜΟΣ: [878, 1832, 1043, 1864]
- table-cell: 25.20: [291, 443, 322, 456]
- table-cell: »: [1321, 1952, 1329, 1965]
- article-heading: ΦΟΒΕΡΟΝ ΚΑΚΟΥΡΓΗΜΑ: [336, 879, 586, 900]
- article-text: Εγκατάστασις της τύχης εις το Τραπεζομεσιτικόν κατάστημα Ν. Μπουλακάκη εν Πειραιεί. Απεδείχθη δε μετ' ολίγον ότι το Τραπεζομεσιτικόν κατάστημα Ν. Μπουλακάκη εν Πειραιεί ετύγχανε πάντοτε της προτιμήσεως του κοινού.: [598, 961, 830, 1061]
- table-row: [72, 521, 324, 534]
- funeral-text: θανόντα χθές κηδεύομεν σήμερον περί ώραν 3ην μ. μ. εκ της οικίας μας κειμένης επί της οδού Ηπείτου αριθ. 2 εις το νεκροταφείον. Παρακαλούμεν τους συγγενείς και φίλους όπως παρακολουθήσωσι την κηδείαν.: [845, 1147, 1076, 1233]
- table-cell: Δ.Εθν.Τραπ.: [74, 300, 140, 313]
- table-cell: 2.50: [1518, 1952, 1543, 1965]
- ad-heading: ΕΚΤΑΚΤΟΣ OCCASION: [1088, 392, 1334, 418]
- article-heading: ΤΩΝ ΡΩΣΣΙΚΩΝ ΘΩΡΗΚΤΩΝ: [607, 787, 821, 803]
- article-text: ΒΙΕΝΝΗ, Τρίτη πρωΐα. — Τα τελευταία εκ του θεάτρου του πολέμου τηλεγραφήματα αναγγέλλουσιν ότι συνεχείς κυκλωτικαί κινήσεις των Ιαπώνων οι Ρώσσοι ευρίσκονται εις την Σενκτην πολιορκούμενοι στενώτατα. Οι πολιορκούμενοι υποφέρουσι τα πάνδεινα, στερούμενοι των τροφών.: [844, 589, 1076, 717]
- table-cell: »: [1321, 1966, 1329, 1979]
- table-cell: 59.—: [169, 430, 197, 443]
- market-heading: ΧΡΗΜΑΤΙΣΤΙΚΟΝ ΔΕΛΤΙΟΝ: [72, 151, 324, 203]
- letter-signature: Κ. Ν. Ζαμμάς: [742, 1187, 830, 1202]
- table-row: [1088, 1980, 1546, 1994]
